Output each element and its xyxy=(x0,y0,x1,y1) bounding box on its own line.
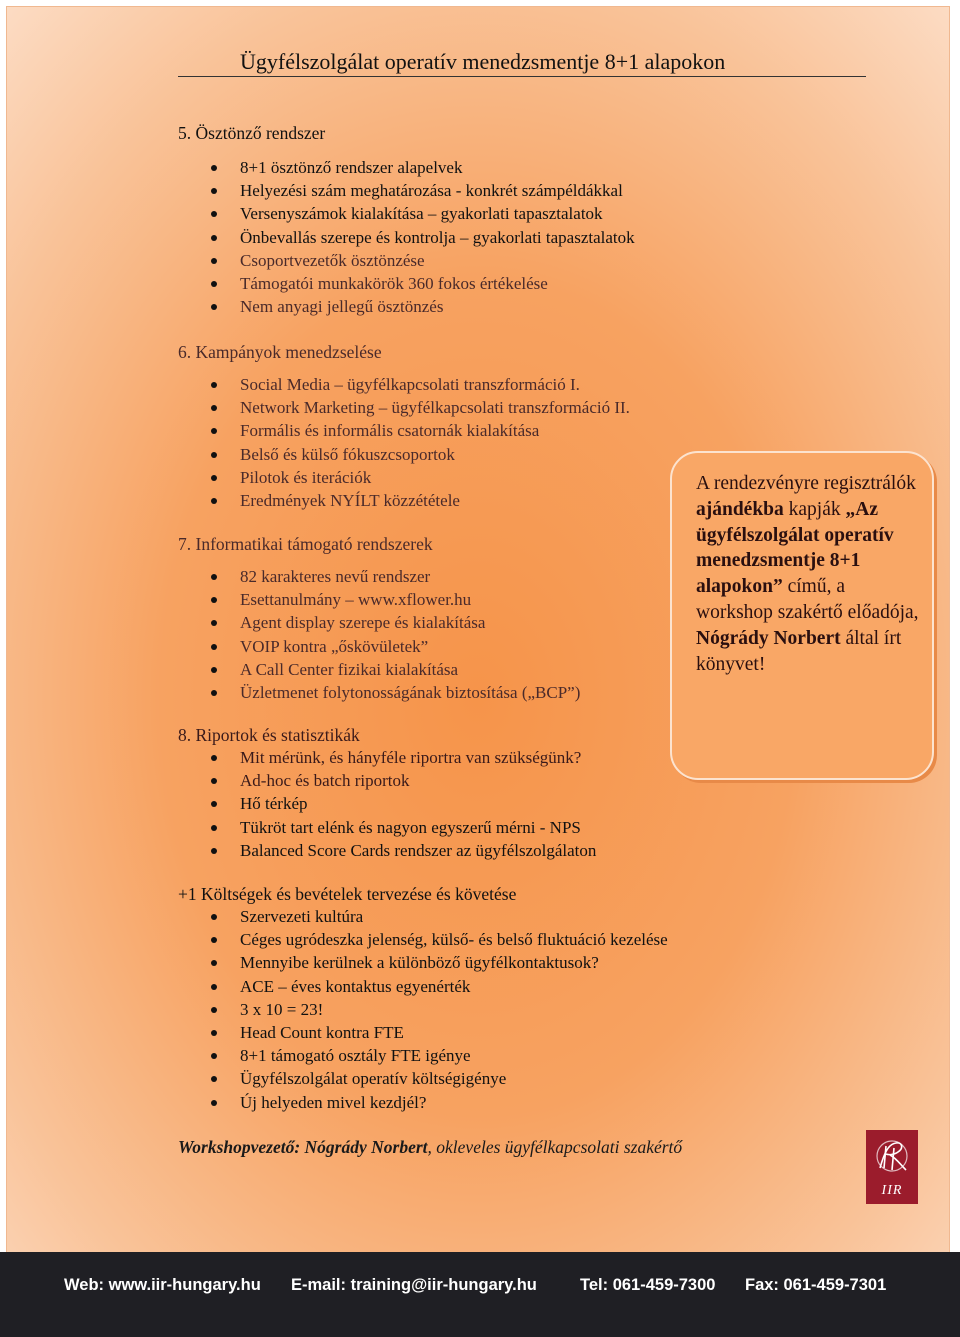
list-item: Esettanulmány – www.xflower.hu xyxy=(178,588,580,611)
list-item: Üzletmenet folytonosságának biztosítása („BCP”) xyxy=(178,681,580,704)
section-heading: 6. Kampányok menedzselése xyxy=(178,342,382,362)
footer-bar xyxy=(0,1252,960,1337)
list-item: Ügyfélszolgálat operatív költségigénye xyxy=(178,1067,668,1090)
section-list xyxy=(178,565,580,704)
list-item: Céges ugródeszka jelenség, külső- és belső fluktuáció kezelése xyxy=(178,928,668,951)
author-name: Nógrády Norbert xyxy=(696,627,841,649)
section-heading: 5. Ösztönző rendszer xyxy=(178,123,326,143)
workshop-leader-line xyxy=(178,1137,682,1158)
list-item: ACE – éves kontaktus egyenérték xyxy=(178,975,668,998)
title-bar xyxy=(178,46,866,77)
section-heading: 8. Riportok és statisztikák xyxy=(178,725,360,745)
list-item: VOIP kontra „őskövületek” xyxy=(178,635,580,658)
list-item: Agent display szerepe és kialakítása xyxy=(178,611,580,634)
logo-text: IIR xyxy=(881,1183,903,1198)
section-list xyxy=(178,905,668,1114)
list-item: Belső és külső fókuszcsoportok xyxy=(178,443,630,466)
list-item: Formális és informális csatornák kialakítása xyxy=(178,419,630,442)
section-heading: 7. Informatikai támogató rendszerek xyxy=(178,534,433,554)
list-item: 8+1 támogató osztály FTE igénye xyxy=(178,1044,668,1067)
list-item: Social Media – ügyfélkapcsolati transzformáció I. xyxy=(178,373,630,396)
list-item: Mit mérünk, és hányféle riportra van szükségünk? xyxy=(178,746,596,769)
list-item: Nem anyagi jellegű ösztönzés xyxy=(178,295,635,318)
footer-fax: Fax: 061-459-7301 xyxy=(745,1276,887,1294)
list-item: Mennyibe kerülnek a különböző ügyfélkontaktusok? xyxy=(178,951,668,974)
list-item: Eredmények NYÍLT közzététele xyxy=(178,489,630,512)
list-item: Csoportvezetők ösztönzése xyxy=(178,249,635,272)
workshop-leader-title: , okleveles ügyfélkapcsolati szakértő xyxy=(427,1137,683,1157)
list-item: 8+1 ösztönző rendszer alapelvek xyxy=(178,156,635,179)
list-item: Head Count kontra FTE xyxy=(178,1021,668,1044)
monogram-icon xyxy=(866,1134,918,1182)
iir-monogram-logo xyxy=(866,1130,918,1204)
list-item: 82 karakteres nevű rendszer xyxy=(178,565,580,588)
footer-phone: Tel: 061-459-7300 xyxy=(580,1276,716,1294)
list-item: Helyezési szám meghatározása - konkrét számpéldákkal xyxy=(178,179,635,202)
callout-emphasis: ajándékba xyxy=(696,498,784,520)
callout-text xyxy=(696,471,926,677)
section-list xyxy=(178,746,596,862)
callout-text-part: A rendezvényre regisztrálók xyxy=(696,473,916,494)
section-reports xyxy=(178,725,596,862)
list-item: 3 x 10 = 23! xyxy=(178,998,668,1021)
list-item: Szervezeti kultúra xyxy=(178,905,668,928)
list-item: Network Marketing – ügyfélkapcsolati transzformáció II. xyxy=(178,396,630,419)
section-list xyxy=(178,373,630,512)
workshop-leader-label: Workshopvezető: Nógrády Norbert xyxy=(178,1137,428,1157)
section-list xyxy=(178,156,635,318)
section-costs-revenues xyxy=(178,884,668,1114)
callout-text-part: kapják xyxy=(783,498,846,520)
list-item: Versenyszámok kialakítása – gyakorlati tapasztalatok xyxy=(178,202,635,225)
list-item: Hő térkép xyxy=(178,792,596,815)
footer-web-link[interactable]: Web: www.iir-hungary.hu xyxy=(64,1276,261,1294)
list-item: Balanced Score Cards rendszer az ügyfélszolgálaton xyxy=(178,839,596,862)
list-item: Új helyeden mivel kezdjél? xyxy=(178,1091,668,1114)
callout-text-part: által írt könyvet! xyxy=(696,627,902,675)
section-incentive-system xyxy=(178,123,635,318)
section-heading: +1 Költségek és bevételek tervezése és követése xyxy=(178,884,517,904)
gift-book-callout xyxy=(670,451,934,780)
book-title: „Az ügyfélszolgálat operatív menedzsmentje 8+1 alapokon” xyxy=(696,498,894,598)
list-item: Önbevallás szerepe és kontrolja – gyakorlati tapasztalatok xyxy=(178,226,635,249)
page-title: Ügyfélszolgálat operatív menedzsmentje 8+1 alapokon xyxy=(240,49,726,74)
list-item: Ad-hoc és batch riportok xyxy=(178,769,596,792)
list-item: A Call Center fizikai kialakítása xyxy=(178,658,580,681)
footer-email-link[interactable]: E-mail: training@iir-hungary.hu xyxy=(291,1276,537,1294)
section-campaigns xyxy=(178,342,630,512)
section-it-systems xyxy=(178,534,580,704)
list-item: Pilotok és iterációk xyxy=(178,466,630,489)
list-item: Tükröt tart elénk és nagyon egyszerű mérni - NPS xyxy=(178,816,596,839)
list-item: Támogatói munkakörök 360 fokos értékelése xyxy=(178,272,635,295)
callout-text-part: című, a workshop szakértő előadója, xyxy=(696,576,919,623)
